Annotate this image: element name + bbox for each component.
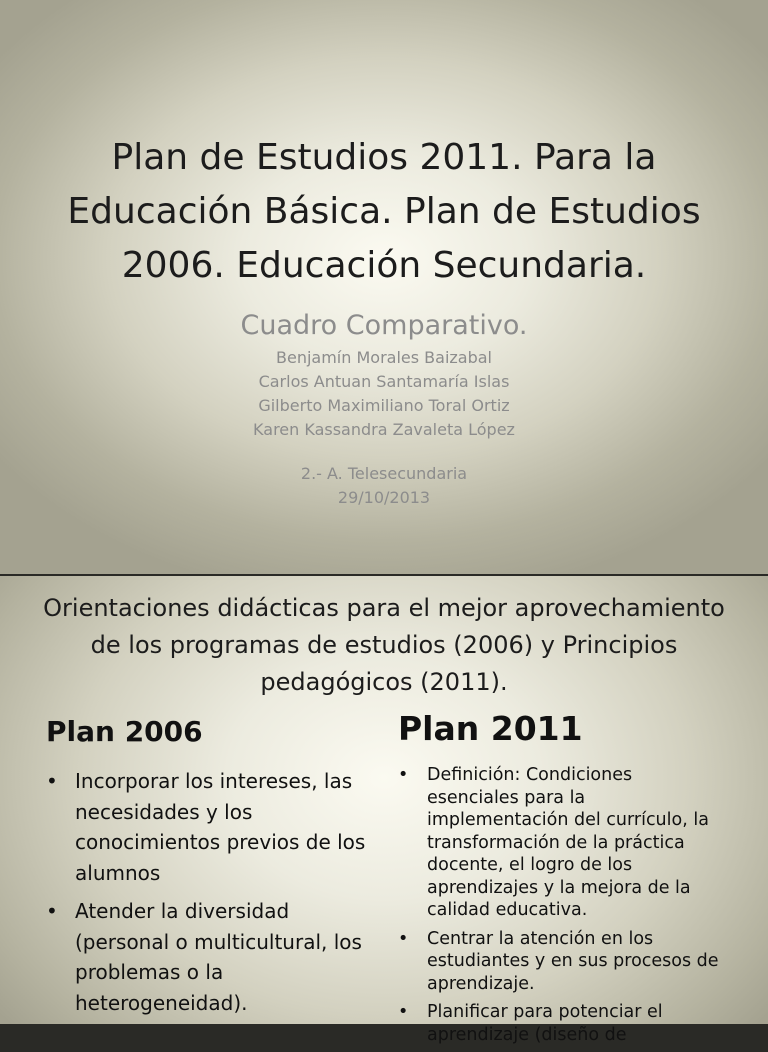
- bullet-icon: •: [398, 765, 409, 785]
- list-item-text: Centrar la atención en los estudiantes y en sus procesos de aprendizaje.: [427, 928, 719, 994]
- author-name: Benjamín Morales Baizabal: [276, 348, 492, 367]
- slide-title: Orientaciones didácticas para el mejor aprovechamiento de los programas de estudios (2006) y Principios pedagógicos (2011).: [43, 594, 725, 696]
- list-item-text: Planificar para potenciar el aprendizaje (diseño de: [427, 1002, 663, 1045]
- column-heading-plan-2011: Plan 2011: [398, 709, 583, 748]
- author-name: Gilberto Maximiliano Toral Ortiz: [258, 396, 510, 415]
- slide-title: Plan de Estudios 2011. Para la Educación Básica. Plan de Estudios 2006. Educación Secundaria.: [67, 137, 701, 286]
- bullet-icon: •: [46, 769, 58, 793]
- subtitle: Cuadro Comparativo.: [240, 310, 528, 341]
- plan-2006-list: [46, 766, 376, 1026]
- author-name: Carlos Antuan Santamaría Islas: [258, 372, 510, 391]
- date-label: 29/10/2013: [337, 488, 431, 507]
- bullet-icon: •: [398, 928, 409, 949]
- list-item-text: Incorporar los intereses, las necesidades y los conocimientos previos de los alumnos: [75, 769, 366, 885]
- slide-subtitle-block: [40, 306, 728, 510]
- comparison-slide: [0, 576, 768, 1045]
- list-item: [398, 764, 728, 922]
- bullet-icon: •: [398, 1002, 409, 1022]
- list-item: [46, 896, 376, 1018]
- bullet-icon: •: [46, 899, 58, 923]
- list-item: [398, 1001, 728, 1046]
- column-heading-plan-2006: Plan 2006: [46, 715, 203, 748]
- author-name: Karen Kassandra Zavaleta López: [253, 420, 515, 439]
- group-label: 2.- A. Telesecundaria: [300, 464, 468, 483]
- list-item: [46, 766, 376, 888]
- list-item-text: Atender la diversidad (personal o multicultural, los problemas o la heterogeneidad).: [75, 899, 362, 1015]
- plan-2011-list: [398, 764, 728, 1052]
- list-item: [398, 928, 728, 996]
- list-item-text: Definición: Condiciones esenciales para la implementación del currículo, la transformación de la práctica docente, el logro de los aprendizajes y la mejora de la calidad educativa.: [427, 765, 709, 920]
